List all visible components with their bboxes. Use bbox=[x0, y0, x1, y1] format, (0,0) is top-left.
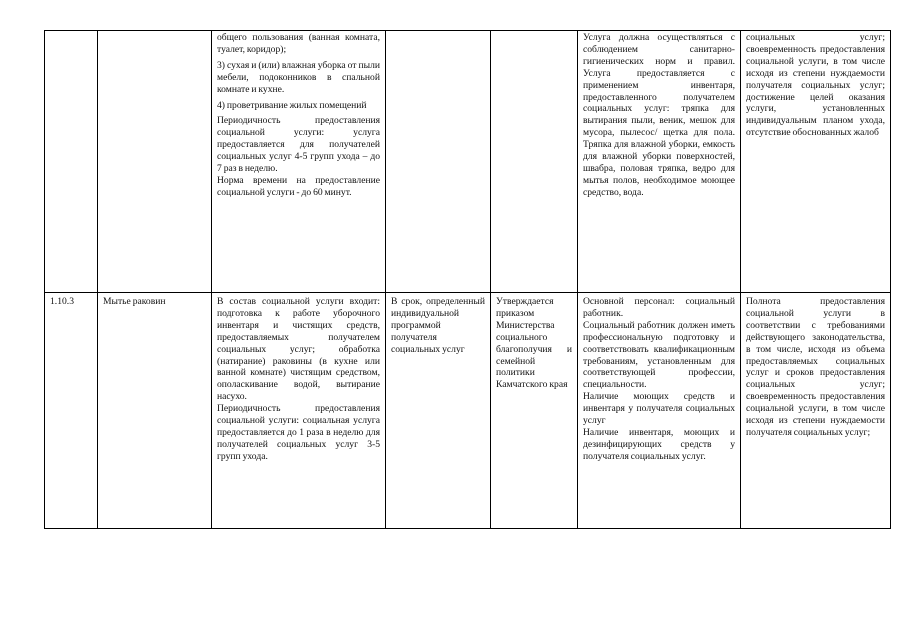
service-name-cell bbox=[98, 31, 212, 293]
service-name-cell: Мытье раковин bbox=[98, 293, 212, 529]
service-conditions-cell bbox=[578, 31, 741, 293]
service-quality-cell bbox=[741, 31, 891, 293]
service-approval-cell bbox=[491, 31, 578, 293]
service-approval-cell bbox=[491, 293, 578, 529]
conditions-paragraph: Услуга должна осуществляться с соблюдением санитарно-гигиенических норм и правил. Услуга предоставляется с применением инвентаря, предоставленного получателем социальных услуг: тряпка для вытирания пыли, веник, мешок для мусора, пылесос/ щетка для пола. Тряпка для влажной уборки, емкость для влажной уборки поверхностей, швабра, половая тряпка, ведро для мытья полов, необходимое моющее средство, вода. bbox=[583, 32, 735, 198]
content-paragraph: Периодичность предоставления социальной услуги: услуга предоставляется для получателей социальных услуг 4-5 групп ухода – до 7 раз в неделю. bbox=[217, 115, 380, 175]
table-row bbox=[45, 31, 891, 293]
approval-paragraph: Утверждается приказом Министерства социального благополучия и семейной политики Камчатского края bbox=[496, 296, 572, 391]
content-paragraph: 3) сухая и (или) влажная уборка от пыли мебели, подоконников в спальной комнате и кухне. bbox=[217, 59, 380, 95]
services-table bbox=[44, 30, 891, 529]
service-term-cell bbox=[386, 31, 491, 293]
service-conditions-cell bbox=[578, 293, 741, 529]
service-content-cell bbox=[212, 31, 386, 293]
conditions-paragraph: Наличие моющих средств и инвентаря у получателя социальных услуг bbox=[583, 391, 735, 427]
quality-paragraph: Полнота предоставления социальной услуги в соответствии с требованиями действующего законодательства, в том числе, исходя из объема предоставляемых социальных услуг и сроков предоставления социальных услуг; своевременность предоставления социальной услуги, в том числе исходя из степени нуждаемости получателя социальных услуг; bbox=[746, 296, 885, 438]
service-quality-cell bbox=[741, 293, 891, 529]
content-paragraph: Периодичность предоставления социальной услуги: социальная услуга предоставляется до 1 раза в неделю для получателей социальных услуг 3-5 групп ухода. bbox=[217, 403, 380, 462]
quality-paragraph: социальных услуг; своевременность предоставления социальной услуги, в том числе исходя из степени нуждаемости получателя социальных услуг; достижение целей оказания услуги, установленных индивидуальным планом ухода, отсутствие обоснованных жалоб bbox=[746, 32, 885, 139]
service-number-cell bbox=[45, 31, 98, 293]
conditions-paragraph: Социальный работник должен иметь профессиональную подготовку и соответствовать квалификационным требованиям, установленным для соответствующей профессии, специальности. bbox=[583, 319, 735, 391]
content-paragraph: общего пользования (ванная комната, туалет, коридор); bbox=[217, 32, 380, 55]
conditions-paragraph: Наличие инвентаря, моющих и дезинфицирующих средств у получателя социальных услуг. bbox=[583, 426, 735, 462]
content-paragraph: В состав социальной услуги входит: подготовка к работе уборочного инвентаря и чистящих средств, предоставляемых получателем социальных услуг; обработка (натирание) раковины (в кухне или ванной комнате) чистящим средством, ополаскивание водой, вытирание насухо. bbox=[217, 296, 380, 403]
service-term-cell bbox=[386, 293, 491, 529]
term-paragraph: В срок, определенный индивидуальной программой получателя социальных услуг bbox=[391, 296, 485, 355]
content-paragraph: Норма времени на предоставление социальной услуги - до 60 минут. bbox=[217, 174, 380, 198]
content-paragraph: 4) проветривание жилых помещений bbox=[217, 99, 367, 111]
service-content-cell bbox=[212, 293, 386, 529]
conditions-paragraph: Основной персонал: социальный работник. bbox=[583, 296, 735, 319]
service-number-cell: 1.10.3 bbox=[45, 293, 98, 529]
table-row bbox=[45, 293, 891, 529]
